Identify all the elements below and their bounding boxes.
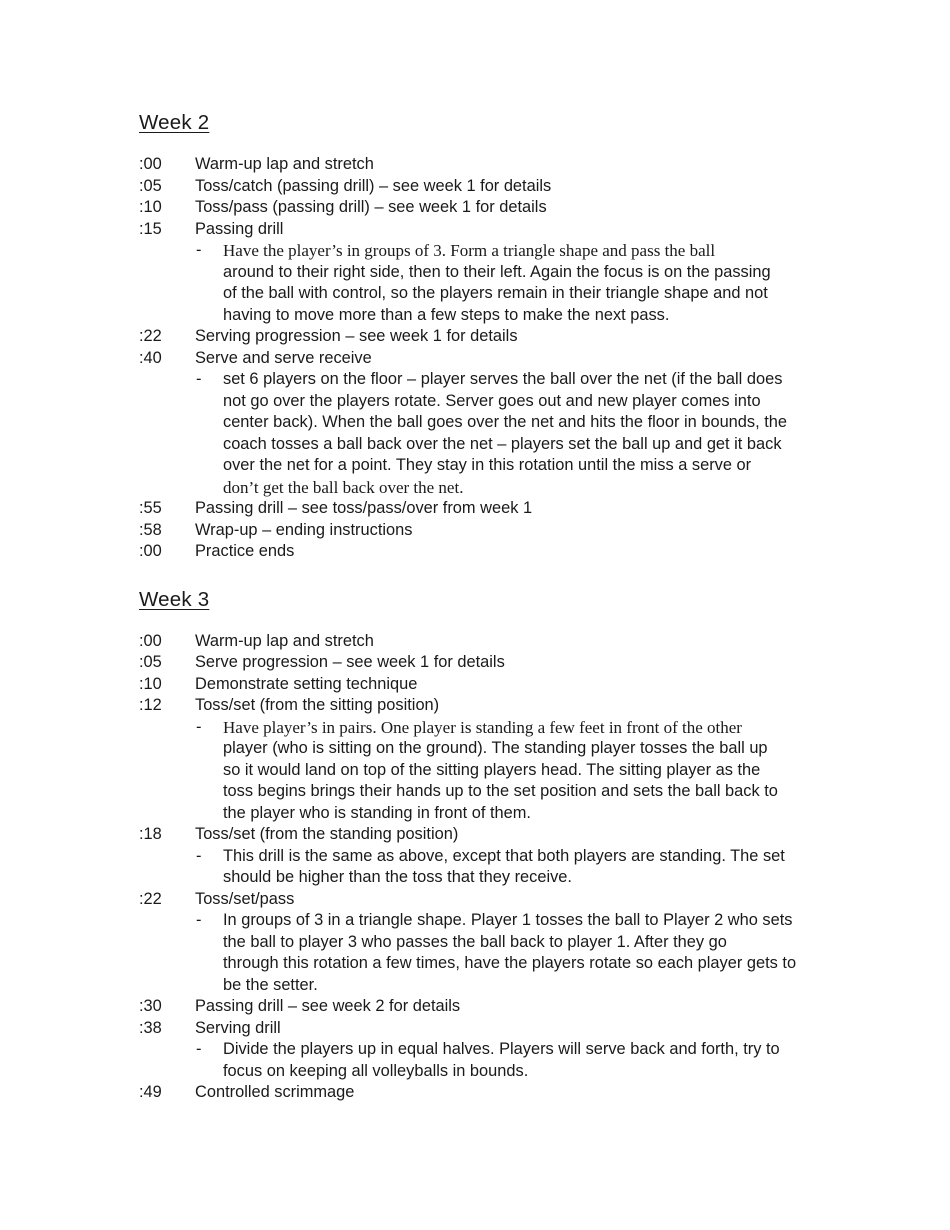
description-line: through this rotation a few times, have the players rotate so each player gets to — [223, 954, 797, 972]
description-line: set 6 players on the floor – player serves the ball over the net (if the ball does — [223, 370, 783, 388]
schedule-activity: Serve and serve receive — [195, 348, 372, 367]
drill-description — [139, 910, 819, 996]
schedule-activity: Demonstrate setting technique — [195, 674, 418, 693]
schedule-activity: Serving progression – see week 1 for details — [195, 327, 518, 345]
schedule-row — [139, 541, 819, 563]
schedule-activity: Controlled scrimmage — [195, 1083, 355, 1101]
bullet-dash: - — [196, 717, 202, 736]
schedule-row — [139, 695, 819, 717]
description-line: coach tosses a ball back over the net – players set the ball up and get it back — [223, 434, 782, 453]
schedule-activity: Toss/set (from the sitting position) — [195, 696, 440, 714]
schedule-time: :30 — [139, 997, 162, 1015]
schedule-row — [139, 889, 819, 911]
schedule-activity: Toss/catch (passing drill) – see week 1 for details — [195, 176, 552, 195]
schedule-time: :12 — [139, 696, 162, 714]
description-line: not go over the players rotate. Server goes out and new player comes into — [223, 391, 761, 410]
description-line: the ball to player 3 who passes the ball back to player 1. After they go — [223, 932, 727, 951]
schedule-row — [139, 197, 819, 219]
schedule-activity: Passing drill – see week 2 for details — [195, 997, 461, 1015]
schedule-row — [139, 326, 819, 348]
description-line: be the setter. — [223, 975, 318, 994]
schedule-time: :18 — [139, 825, 162, 843]
schedule-activity: Practice ends — [195, 542, 295, 560]
schedule-row — [139, 498, 819, 520]
schedule-row — [139, 348, 819, 370]
schedule-row — [139, 154, 819, 176]
drill-description — [139, 717, 819, 825]
description-line: so it would land on top of the sitting players head. The sitting player as the — [223, 760, 761, 779]
schedule-activity: Warm-up lap and stretch — [195, 155, 374, 173]
description-line: don’t get the ball back over the net. — [223, 477, 464, 497]
schedule-row — [139, 1082, 819, 1104]
week-section — [139, 108, 819, 563]
week-heading: Week 3 — [139, 587, 210, 611]
schedule-time: :00 — [139, 542, 162, 560]
description-line: Divide the players up in equal halves. Players will serve back and forth, try to — [223, 1040, 780, 1058]
description-line: focus on keeping all volleyballs in bounds. — [223, 1061, 529, 1080]
bullet-dash: - — [196, 846, 202, 865]
schedule-row — [139, 1018, 819, 1040]
schedule-time: :22 — [139, 889, 162, 908]
description-line: Have player’s in pairs. One player is standing a few feet in front of the other — [223, 717, 742, 737]
description-line: Have the player’s in groups of 3. Form a triangle shape and pass the ball — [223, 241, 716, 260]
description-line: the player who is standing in front of them. — [223, 803, 531, 822]
bullet-dash: - — [196, 370, 202, 388]
schedule-row — [139, 176, 819, 198]
schedule-time: :05 — [139, 653, 162, 671]
drill-description — [139, 240, 819, 326]
schedule-activity: Toss/set (from the standing position) — [195, 825, 459, 843]
schedule-activity: Wrap-up – ending instructions — [195, 520, 413, 539]
schedule-row — [139, 631, 819, 653]
description-line: having to move more than a few steps to make the next pass. — [223, 305, 670, 324]
schedule-activity: Passing drill – see toss/pass/over from week 1 — [195, 499, 533, 517]
schedule-time: :15 — [139, 219, 162, 238]
schedule-time: :00 — [139, 631, 162, 650]
description-line: In groups of 3 in a triangle shape. Player 1 tosses the ball to Player 2 who sets — [223, 911, 793, 929]
bullet-dash: - — [196, 241, 202, 259]
bullet-dash: - — [196, 1040, 202, 1058]
schedule-time: :10 — [139, 674, 162, 693]
description-line: center back). When the ball goes over the net and hits the floor in bounds, the — [223, 413, 788, 431]
document-page — [139, 108, 819, 1126]
drill-description — [139, 846, 819, 889]
week-heading: Week 2 — [139, 111, 210, 134]
schedule-activity: Serving drill — [195, 1018, 281, 1037]
schedule-time: :22 — [139, 327, 162, 345]
description-line: over the net for a point. They stay in this rotation until the miss a serve or — [223, 456, 752, 474]
schedule-activity: Serve progression – see week 1 for details — [195, 653, 505, 671]
description-line: This drill is the same as above, except that both players are standing. The set — [223, 846, 785, 865]
description-line: of the ball with control, so the players remain in their triangle shape and not — [223, 284, 768, 302]
drill-description — [139, 369, 819, 498]
schedule-time: :49 — [139, 1083, 162, 1101]
description-line: should be higher than the toss that they receive. — [223, 868, 572, 886]
schedule-row — [139, 674, 819, 696]
schedule-row — [139, 219, 819, 241]
week-section — [139, 585, 819, 1104]
description-line: around to their right side, then to their left. Again the focus is on the passing — [223, 262, 771, 281]
schedule-row — [139, 824, 819, 846]
description-line: player (who is sitting on the ground). The standing player tosses the ball up — [223, 739, 768, 757]
schedule-activity: Passing drill — [195, 219, 284, 238]
schedule-time: :58 — [139, 520, 162, 539]
schedule-time: :55 — [139, 499, 162, 517]
schedule-row — [139, 520, 819, 542]
schedule-time: :10 — [139, 198, 162, 216]
schedule-activity: Warm-up lap and stretch — [195, 631, 374, 650]
schedule-time: :38 — [139, 1018, 162, 1037]
description-line: toss begins brings their hands up to the set position and sets the ball back to — [223, 782, 778, 800]
schedule-activity: Toss/pass (passing drill) – see week 1 for details — [195, 198, 547, 216]
drill-description — [139, 1039, 819, 1082]
schedule-activity: Toss/set/pass — [195, 889, 295, 908]
schedule-time: :00 — [139, 155, 162, 173]
schedule-row — [139, 652, 819, 674]
schedule-time: :40 — [139, 348, 162, 367]
schedule-row — [139, 996, 819, 1018]
schedule-time: :05 — [139, 176, 162, 195]
bullet-dash: - — [196, 911, 202, 929]
